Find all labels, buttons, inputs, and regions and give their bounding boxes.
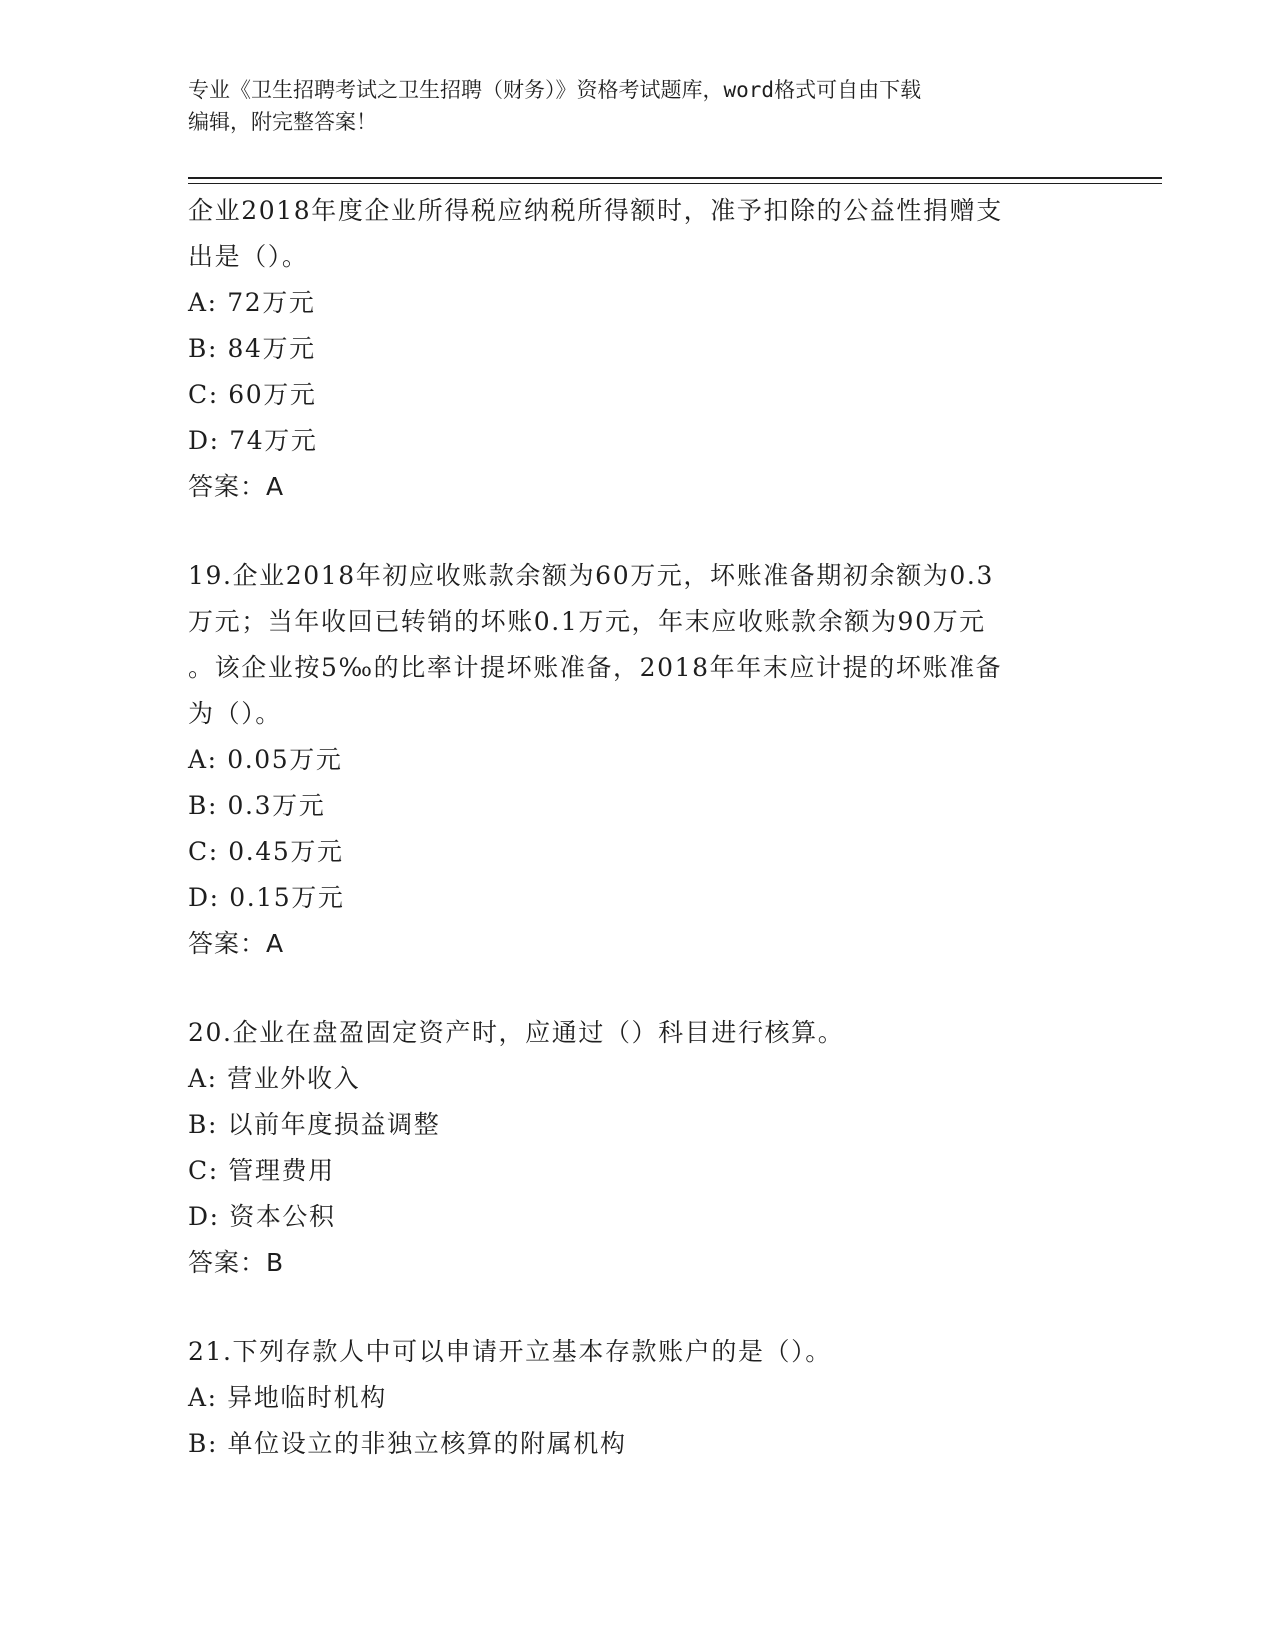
option-a: A: 营业外收入 (188, 1064, 361, 1093)
option-c: C: 管理费用 (188, 1156, 335, 1185)
question-stem-line: 万元；当年收回已转销的坏账0.1万元，年末应收账款余额为90万元 (188, 607, 986, 636)
option-c: C: 0.45万元 (188, 837, 344, 866)
question-block (188, 188, 1088, 510)
question-stem-line: 21.下列存款人中可以申请开立基本存款账户的是（）。 (188, 1337, 832, 1366)
option-b: B: 0.3万元 (188, 791, 326, 820)
header-divider-thick (188, 177, 1162, 179)
question-stem-line: 企业2018年度企业所得税应纳税所得额时，准予扣除的公益性捐赠支 (188, 196, 1003, 225)
question-stem-line: 出是（）。 (188, 242, 309, 271)
option-a: A: 异地临时机构 (188, 1383, 387, 1412)
option-b: B: 84万元 (188, 334, 316, 363)
question-block (188, 1010, 1088, 1286)
option-b: B: 以前年度损益调整 (188, 1110, 441, 1139)
answer-line: 答案：B (188, 1248, 285, 1277)
question-block (188, 1329, 1088, 1467)
option-d: D: 资本公积 (188, 1202, 336, 1231)
header-divider-thin (188, 183, 1162, 184)
question-stem-line: 为（）。 (188, 699, 282, 728)
option-d: D: 0.15万元 (188, 883, 345, 912)
question-list (188, 188, 1088, 1467)
option-b: B: 单位设立的非独立核算的附属机构 (188, 1429, 627, 1458)
question-stem-line: 19.企业2018年初应收账款余额为60万元，坏账准备期初余额为0.3 (188, 561, 994, 590)
option-a: A: 72万元 (188, 288, 316, 317)
document-header (188, 74, 1088, 138)
answer-line: 答案：A (188, 929, 285, 958)
option-a: A: 0.05万元 (188, 745, 343, 774)
question-block (188, 553, 1088, 967)
header-line-1: 专业《卫生招聘考试之卫生招聘（财务）》资格考试题库，word格式可自由下载 (188, 78, 922, 102)
question-stem-line: 。该企业按5‰的比率计提坏账准备，2018年年末应计提的坏账准备 (188, 653, 1003, 682)
option-d: D: 74万元 (188, 426, 318, 455)
question-stem-line: 20.企业在盘盈固定资产时，应通过（）科目进行核算。 (188, 1018, 845, 1047)
answer-line: 答案：A (188, 472, 285, 501)
header-line-2: 编辑，附完整答案！ (188, 110, 377, 134)
option-c: C: 60万元 (188, 380, 317, 409)
